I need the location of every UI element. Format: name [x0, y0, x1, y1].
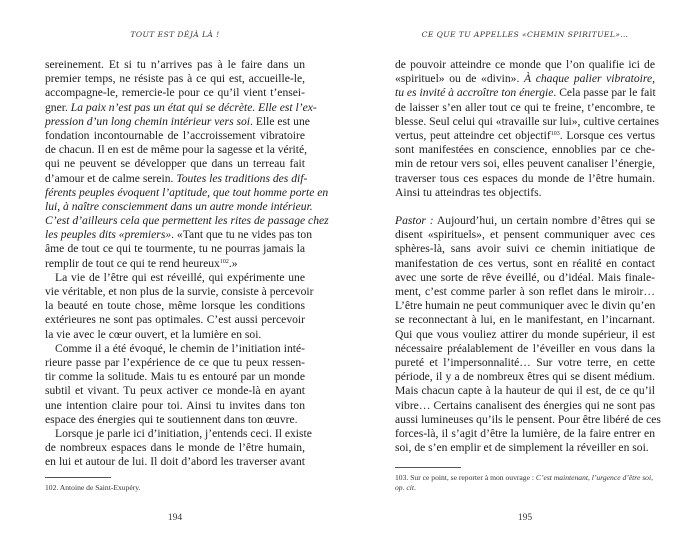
- paragraph-gap: [395, 200, 655, 214]
- text-run: remplir de tout ce qui te rend heureux: [45, 256, 220, 270]
- text-run: la vie avec le cœur ouvert, et la lumière en soi.: [45, 327, 262, 341]
- running-head: CE QUE TU APPELLES «CHEMIN SPIRITUEL»…: [421, 30, 629, 39]
- footnote-rule: [395, 467, 461, 468]
- text-line: [395, 342, 655, 356]
- text-run: Lorsque je parle ici d’initiation, j’entends ceci. Il existe: [55, 426, 312, 440]
- text-line: [45, 242, 305, 256]
- text-line: [45, 72, 305, 86]
- text-run: fondation incontournable de l’accroissement vibratoire: [45, 128, 305, 142]
- text-run: Comme il a été évoqué, le chemin de l’initiation inté-: [55, 341, 305, 355]
- italic-text: C’est d’ailleurs cela que permettent les rites de passage chez: [45, 214, 329, 228]
- text-run: subtil et vivant. Tu peux activer ce monde-là en ayant: [45, 384, 305, 398]
- text-line: [395, 214, 655, 228]
- text-run: Ainsi tu atteindras tes objectifs.: [395, 185, 542, 199]
- text-line: [45, 199, 313, 214]
- text-run: vibre… Certains canalisent des énergies qui ne sont pas: [395, 398, 655, 412]
- italic-text: Toutes les traditions des dif-: [176, 171, 308, 185]
- text-line: [45, 455, 305, 469]
- text-line: [45, 356, 305, 370]
- text-run: sphères-là, sans avoir suivi ce chemin initiatique de: [395, 242, 655, 256]
- italic-text: À chaque palier vibratoire,: [524, 72, 655, 86]
- text-run: Aujourd’hui, un certain nombre d’êtres qui se: [433, 214, 655, 228]
- text-line: [45, 299, 305, 313]
- text-run: Qui que vous vouliez attirer du monde supérieur, il est: [395, 327, 655, 341]
- text-line: [45, 271, 305, 285]
- text-line: [45, 328, 305, 342]
- right-page: [350, 0, 700, 557]
- text-run: premier temps, ne résiste pas à ce qui est, accueille-le,: [45, 72, 305, 86]
- text-line: [45, 214, 329, 228]
- text-line: [395, 356, 655, 370]
- text-run: traverser tous ces espaces du monde de l’être humain.: [395, 171, 655, 185]
- italic-text: lui, à naître consciemment dans un autre monde intérieur.: [45, 199, 313, 213]
- text-run: Antoine de Saint-Exupéry.: [59, 483, 141, 492]
- text-line: [395, 143, 655, 157]
- text-line: [45, 399, 305, 413]
- text-line: [45, 413, 305, 427]
- page-number: 194: [167, 513, 183, 523]
- text-line: [45, 228, 312, 242]
- footnote-number: 103.: [395, 473, 411, 482]
- text-run: Sur ce point, se reporter à mon ouvrage :: [410, 473, 536, 482]
- text-run: avec une sorte de rêve éveillé, ou d’idéal. Mais finale-: [395, 270, 655, 284]
- text-run: La vie de l’être qui est réveillé, qui expérimente une: [55, 270, 305, 284]
- text-line: [395, 370, 655, 384]
- text-run: âme de tout ce qui te tourmente, tu ne pourras jamais la: [45, 242, 305, 256]
- text-line: [45, 370, 305, 384]
- text-line: [45, 157, 305, 171]
- text-run: sereinement. Et si tu n’arrives pas à le faire dans un: [45, 58, 305, 71]
- text-run: espace des énergies qui te soutiennent dans ton œuvre.: [45, 412, 298, 426]
- text-run: . «Tant que tu ne vides pas ton: [171, 228, 312, 242]
- text-run: manifestation de ces vertus, sont en réalité en contact: [395, 256, 655, 270]
- text-line: [395, 313, 655, 327]
- text-run: d’amour et de calme serein.: [45, 171, 177, 185]
- text-line: [395, 441, 655, 455]
- text-line: [45, 441, 305, 455]
- text-line: [45, 285, 314, 299]
- text-line: [45, 342, 305, 356]
- footnote-ref: 103: [550, 130, 560, 137]
- italic-text: férents peuples évoquent l’aptitude, que tout homme porte en: [45, 185, 329, 199]
- text-line: [45, 129, 305, 143]
- text-run: . Cela passe par le fait: [553, 86, 656, 100]
- text-line: [395, 228, 655, 242]
- text-run: min de retour vers soi, elles peuvent canaliser l’énergie,: [395, 157, 655, 171]
- text-run: Mais chacun capte à la hauteur de qui il est, de ce qu’il: [395, 384, 655, 398]
- text-run: accompagne-le, remercie-le pour ce qu’il vient t’ensei-: [45, 86, 305, 100]
- text-line: [395, 101, 655, 115]
- text-run: qui ne peuvent se développer que dans un terreau fait: [45, 157, 305, 171]
- text-line: [395, 242, 655, 256]
- text-run: . Elle est une: [250, 114, 310, 128]
- text-run: de chacun. Il en est de même pour la sagesse et la vérité,: [45, 143, 308, 157]
- text-run: nécessaire préalablement de l’éveiller en vous dans la: [395, 341, 655, 355]
- text-line: [45, 257, 305, 271]
- text-line: [45, 58, 305, 72]
- text-line: [395, 58, 655, 72]
- text-run: la beauté en toute chose, même lorsque les conditions: [45, 299, 305, 313]
- text-line: [395, 257, 655, 271]
- italic-text: les peuples dits «premiers»: [45, 228, 172, 242]
- text-line: [395, 299, 655, 313]
- italic-text: op. cit: [395, 483, 414, 492]
- text-run: vie véritable, et non plus de la survie, consiste à percevoir: [45, 285, 314, 298]
- text-line: [45, 384, 305, 398]
- text-line: [395, 129, 655, 143]
- text-line: [45, 171, 308, 186]
- running-head: TOUT EST DÉJÀ LÀ !: [130, 30, 220, 39]
- text-run: . Lorsque ces vertus: [559, 128, 655, 142]
- text-run: L’être humain ne peut communiquer avec le divin qu’en: [395, 299, 656, 313]
- text-line: [395, 399, 655, 413]
- text-line: [395, 86, 655, 100]
- text-run: gner.: [45, 100, 71, 114]
- text-run: tir comme la solitude. Mais tu es entouré par un monde: [45, 370, 305, 384]
- text-run: blesse. Seul celui qui «travaille sur lui», cultive certaines: [395, 114, 660, 128]
- text-line: [45, 426, 312, 441]
- text-line: [45, 143, 308, 157]
- text-line: [395, 271, 655, 285]
- text-line: [45, 313, 305, 327]
- text-run: de laisser s’en aller tout ce qui te freine, t’encombre, te: [395, 100, 655, 114]
- text-line: [395, 328, 655, 342]
- footnote: [395, 473, 657, 493]
- text-line: [395, 157, 655, 171]
- text-run: disent «spirituels», et pensent communiquer avec ces: [395, 228, 655, 242]
- italic-text: tu es invité à accroître ton énergie: [395, 86, 554, 100]
- footnote: [45, 483, 307, 493]
- text-run: une intention claire pour toi. Ainsi tu invites dans ton: [45, 398, 305, 412]
- text-run: vertus, peut atteindre cet objectif: [395, 128, 551, 142]
- text-run: «spirituel» ou de «divin».: [395, 72, 524, 86]
- text-run: .: [413, 483, 416, 492]
- text-run: ment, c’est comme parler à son reflet dans le miroir…: [395, 285, 655, 298]
- text-line: [395, 186, 655, 200]
- text-run: soi, de s’en emplir et de simplement la réveiller en soi.: [395, 441, 649, 455]
- text-line: [395, 114, 660, 129]
- text-line: [395, 412, 661, 427]
- text-run: .»: [228, 256, 238, 270]
- italic-text: C’est maintenant, l’urgence d’être soi: [535, 473, 652, 482]
- text-run: rieure passe par l’expérience de ce que tu peux ressen-: [45, 355, 305, 369]
- body-text: [45, 58, 329, 469]
- text-line: [395, 72, 655, 86]
- text-run: se reconnectant à lui, en le manifestant, en l’incarnant.: [395, 313, 655, 327]
- text-line: [395, 427, 655, 441]
- text-line: [45, 100, 317, 115]
- italic-text: La paix n’est pas un état qui se décrète. Elle est l’ex-: [70, 100, 317, 114]
- text-line: [395, 172, 655, 186]
- footnote-ref: 102: [219, 258, 229, 265]
- text-run: extérieures ne sont pas optimales. C’est aussi percevoir: [45, 313, 305, 327]
- text-line: [395, 384, 655, 398]
- text-line: [45, 185, 329, 200]
- text-run: de nombreux espaces dans le monde de l’être humain,: [45, 441, 305, 455]
- text-run: sont manifestées en conscience, ennoblies par ce che-: [395, 143, 655, 157]
- italic-text: Pastor :: [395, 214, 434, 228]
- page-number: 195: [517, 513, 533, 523]
- text-run: forces-là, il s’agit d’être la lumière, de la faire entrer en: [395, 426, 655, 440]
- body-text: [395, 58, 661, 455]
- text-run: de pouvoir atteindre ce monde que l’on qualifie ici de: [395, 58, 655, 71]
- text-line: [45, 114, 310, 129]
- footnote-rule: [45, 477, 111, 478]
- text-run: en lui et autour de lui. Il doit d’abord les traverser avant: [45, 455, 305, 469]
- footnote-number: 102.: [45, 483, 60, 492]
- italic-text: pression d’un long chemin intérieur vers soi: [45, 114, 251, 128]
- text-run: aussi lumineuses qu’ils le pensent. Pour être libéré de ces: [395, 412, 661, 426]
- text-line: [45, 86, 305, 100]
- text-run: ,: [651, 473, 653, 482]
- text-run: période, il y a de nombreux êtres qui se disent médium.: [395, 370, 655, 384]
- text-run: pureté et l’impersonnalité… Sur votre terre, en cette: [395, 355, 655, 369]
- text-line: [395, 285, 655, 299]
